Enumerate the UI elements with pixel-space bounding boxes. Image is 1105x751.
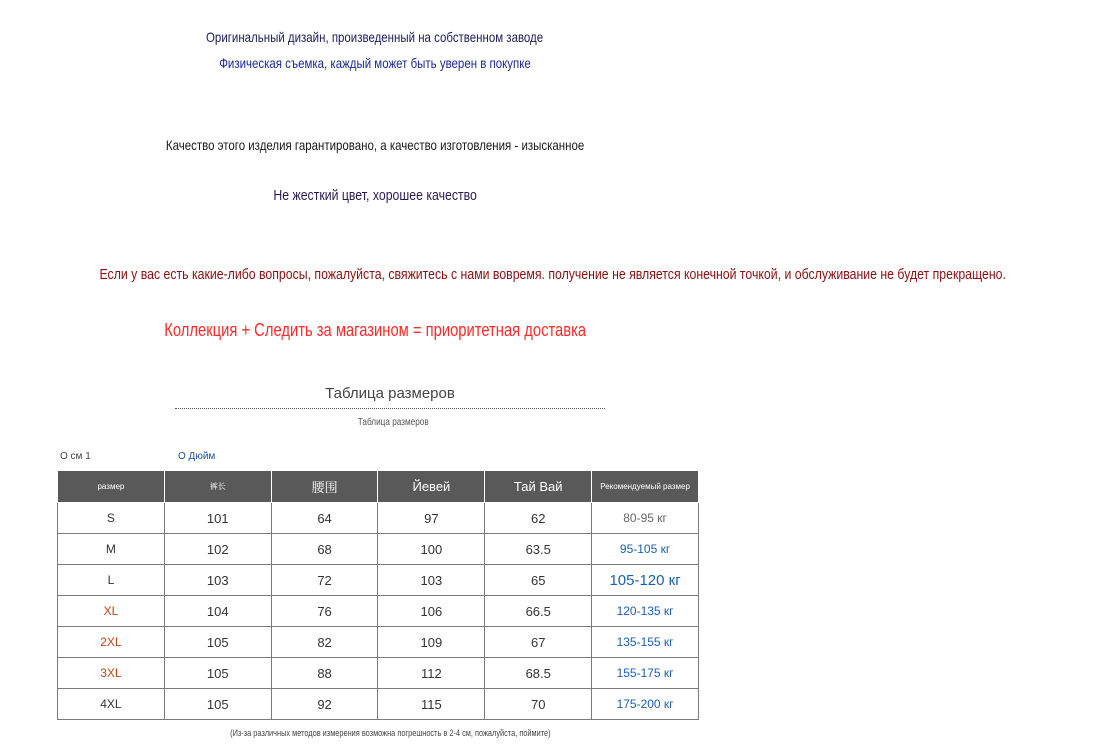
header-size: размер [58, 471, 165, 503]
weight-cell: 120-135 кг [592, 596, 699, 627]
header-thigh: Тай Вай [485, 471, 592, 503]
size-cell: 2XL [58, 627, 165, 658]
table-row [58, 503, 699, 534]
measurement-cell: 101 [164, 503, 271, 534]
size-table-subtitle: Таблица размеров [357, 417, 429, 428]
measurement-cell: 103 [378, 565, 485, 596]
intro-line-2: Физическая съемка, каждый может быть уверен в покупке [219, 55, 531, 71]
measurement-cell: 65 [485, 565, 592, 596]
measurement-cell: 62 [485, 503, 592, 534]
size-cell: 3XL [58, 658, 165, 689]
measurement-cell: 64 [271, 503, 378, 534]
measurement-note: (Из-за различных методов измерения возможна погрешность в 2-4 см, пожалуйста, поймите) [229, 728, 551, 738]
header-length: 裤长 [164, 471, 271, 503]
measurement-cell: 103 [164, 565, 271, 596]
measurement-cell: 97 [378, 503, 485, 534]
weight-cell: 175-200 кг [592, 689, 699, 720]
measurement-cell: 63.5 [485, 534, 592, 565]
measurement-cell: 72 [271, 565, 378, 596]
header-recommended: Рекомендуемый размер [592, 471, 699, 503]
weight-cell: 95-105 кг [592, 534, 699, 565]
priority-shipping-notice: Коллекция + Следить за магазином = приоритетная доставка [164, 320, 586, 340]
table-row [58, 565, 699, 596]
measurement-cell: 102 [164, 534, 271, 565]
size-table [57, 470, 699, 720]
weight-cell: 135-155 кг [592, 627, 699, 658]
measurement-cell: 115 [378, 689, 485, 720]
measurement-cell: 106 [378, 596, 485, 627]
unit-cm-option: О см 1 [60, 451, 91, 462]
table-row [58, 689, 699, 720]
table-row [58, 658, 699, 689]
title-divider [175, 408, 605, 409]
weight-cell: 105-120 кг [592, 565, 699, 596]
size-cell: M [58, 534, 165, 565]
measurement-cell: 105 [164, 689, 271, 720]
measurement-cell: 68.5 [485, 658, 592, 689]
weight-cell: 80-95 кг [592, 503, 699, 534]
size-cell: S [58, 503, 165, 534]
size-cell: L [58, 565, 165, 596]
measurement-cell: 105 [164, 627, 271, 658]
measurement-cell: 100 [378, 534, 485, 565]
intro-line-1: Оригинальный дизайн, произведенный на собственном заводе [206, 29, 544, 45]
weight-cell: 155-175 кг [592, 658, 699, 689]
measurement-cell: 67 [485, 627, 592, 658]
measurement-cell: 109 [378, 627, 485, 658]
measurement-cell: 68 [271, 534, 378, 565]
measurement-cell: 76 [271, 596, 378, 627]
measurement-cell: 105 [164, 658, 271, 689]
measurement-cell: 104 [164, 596, 271, 627]
table-row [58, 627, 699, 658]
contact-notice: Если у вас есть какие-либо вопросы, пожалуйста, свяжитесь с нами вовремя. получение не является конечной точкой, и обслуживание не будет прекращено. [99, 266, 1006, 283]
measurement-cell: 66.5 [485, 596, 592, 627]
size-cell: XL [58, 596, 165, 627]
table-row [58, 534, 699, 565]
table-row [58, 596, 699, 627]
measurement-cell: 112 [378, 658, 485, 689]
header-hips: Йевей [378, 471, 485, 503]
size-cell: 4XL [58, 689, 165, 720]
header-waist: 腰围 [271, 471, 378, 503]
measurement-cell: 70 [485, 689, 592, 720]
unit-inch-option: О Дюйм [178, 451, 216, 462]
measurement-cell: 82 [271, 627, 378, 658]
intro-line-3: Качество этого изделия гарантировано, а качество изготовления - изысканное [165, 137, 585, 153]
measurement-cell: 92 [271, 689, 378, 720]
size-table-body [58, 503, 699, 720]
measurement-cell: 88 [271, 658, 378, 689]
size-table-title: Таблица размеров [325, 385, 455, 402]
size-table-header-row [58, 471, 699, 503]
intro-line-4: Не жесткий цвет, хорошее качество [273, 187, 477, 204]
